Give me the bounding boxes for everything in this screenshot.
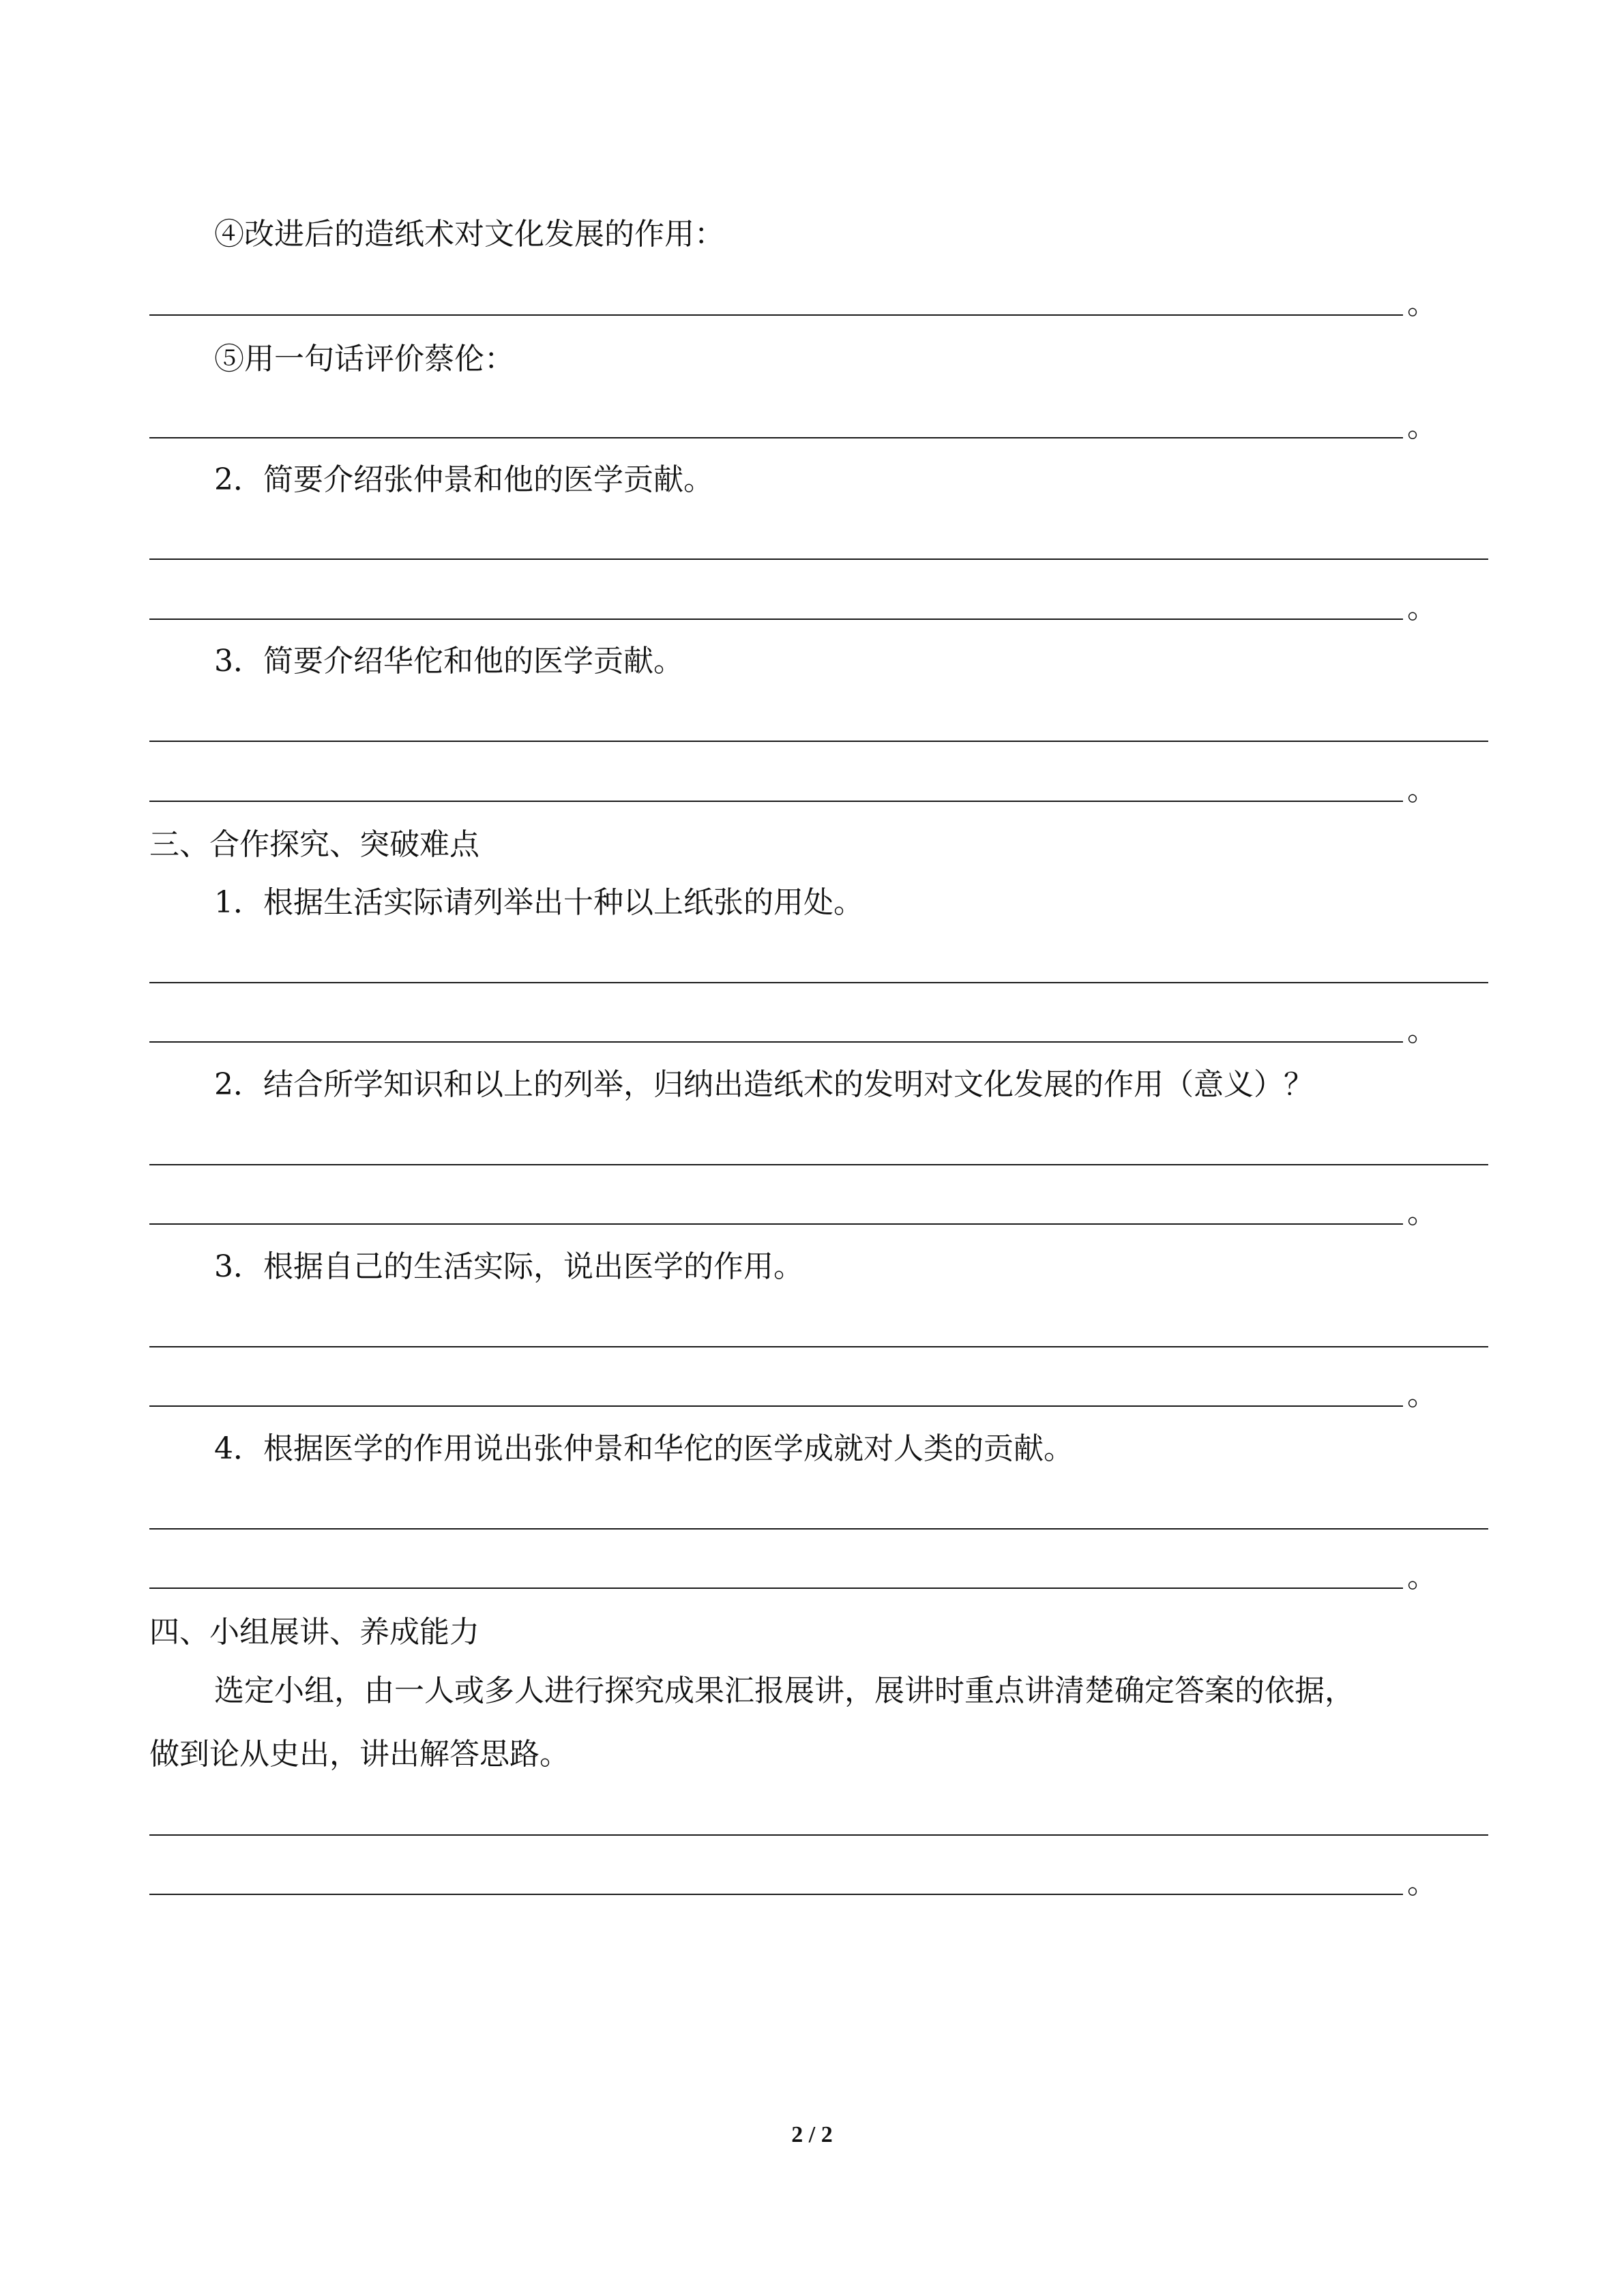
answer-line[interactable] bbox=[149, 1587, 1403, 1589]
answer-line[interactable] bbox=[149, 1405, 1403, 1407]
section-3-question-1: 1．根据生活实际请列举出十种以上纸张的用处。 bbox=[214, 885, 863, 920]
period-mark: 。 bbox=[1407, 773, 1437, 807]
period-mark: 。 bbox=[1407, 1377, 1437, 1412]
period-mark: 。 bbox=[1407, 1013, 1437, 1048]
answer-line[interactable] bbox=[149, 437, 1403, 438]
item-5-prompt: ⑤用一句话评价蔡伦： bbox=[214, 342, 514, 376]
period-mark: 。 bbox=[1407, 1195, 1437, 1230]
period-mark: 。 bbox=[1407, 286, 1437, 321]
answer-line[interactable] bbox=[149, 1346, 1488, 1347]
answer-line[interactable] bbox=[149, 1834, 1488, 1836]
section-3-question-2: 2．结合所学知识和以上的列举，归纳出造纸术的发明对文化发展的作用（意义）？ bbox=[214, 1067, 1314, 1102]
answer-line[interactable] bbox=[149, 314, 1403, 316]
answer-line[interactable] bbox=[149, 801, 1403, 802]
section-4-paragraph-line-2: 做到论从史出，讲出解答思路。 bbox=[149, 1737, 570, 1772]
section-4-paragraph-line-1: 选定小组，由一人或多人进行探究成果汇报展讲，展讲时重点讲清楚确定答案的依据， bbox=[214, 1673, 1355, 1708]
period-mark: 。 bbox=[1407, 409, 1437, 444]
answer-line[interactable] bbox=[149, 741, 1488, 742]
section-3-question-3: 3．根据自己的生活实际，说出医学的作用。 bbox=[214, 1249, 803, 1284]
page-number: 2 / 2 bbox=[791, 2122, 833, 2147]
answer-line[interactable] bbox=[149, 558, 1488, 560]
item-4-prompt: ④改进后的造纸术对文化发展的作用： bbox=[214, 217, 724, 252]
answer-line[interactable] bbox=[149, 1164, 1488, 1165]
period-mark: 。 bbox=[1407, 591, 1437, 625]
answer-line[interactable] bbox=[149, 1528, 1488, 1530]
answer-line[interactable] bbox=[149, 618, 1403, 620]
period-mark: 。 bbox=[1407, 1560, 1437, 1594]
section-4-heading: 四、小组展讲、养成能力 bbox=[149, 1615, 479, 1650]
section-3-heading: 三、合作探究、突破难点 bbox=[149, 827, 479, 862]
answer-line[interactable] bbox=[149, 982, 1488, 983]
period-mark: 。 bbox=[1407, 1866, 1437, 1900]
question-2-prompt: 2．简要介绍张仲景和他的医学贡献。 bbox=[214, 462, 713, 497]
question-3-prompt: 3．简要介绍华佗和他的医学贡献。 bbox=[214, 644, 683, 679]
section-3-question-4: 4．根据医学的作用说出张仲景和华佗的医学成就对人类的贡献。 bbox=[214, 1431, 1074, 1466]
answer-line[interactable] bbox=[149, 1894, 1403, 1895]
answer-line[interactable] bbox=[149, 1041, 1403, 1043]
answer-line[interactable] bbox=[149, 1223, 1403, 1225]
